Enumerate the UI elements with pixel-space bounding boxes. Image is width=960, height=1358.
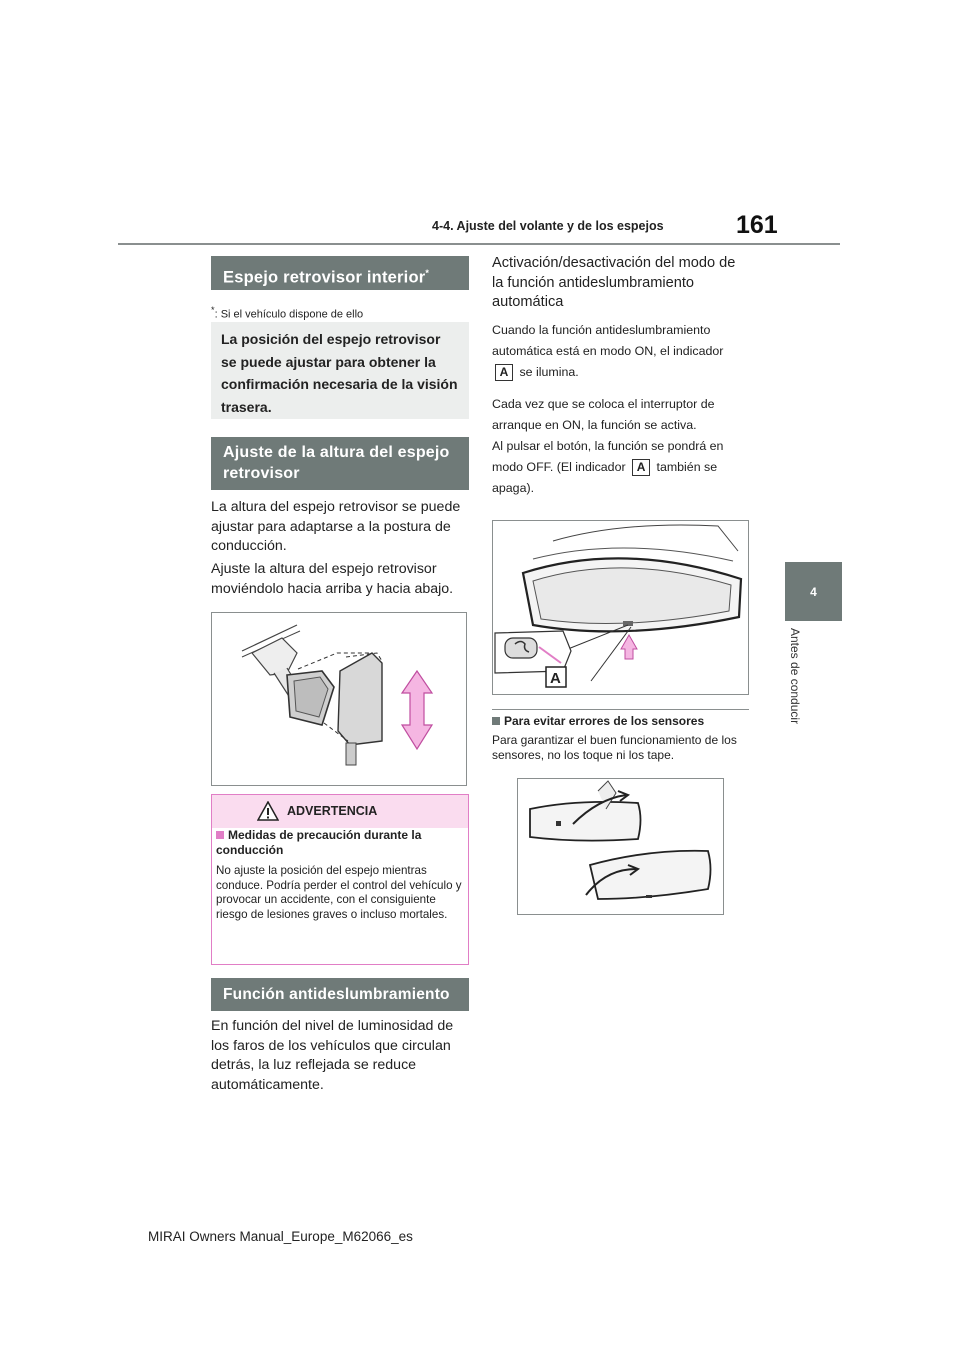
antiglare-mirror-illustration xyxy=(493,521,748,694)
footer-text: MIRAI Owners Manual_Europe_M62066_es xyxy=(148,1229,413,1244)
mirror-height-illustration xyxy=(212,613,466,785)
mirror-height-figure xyxy=(211,612,467,786)
warning-item-title-text: Medidas de precaución durante la conducción xyxy=(216,828,422,857)
warning-item-text: No ajuste la posición del espejo mientras conduce. Podría perder el control del vehículo y provocar un accidente, con el consiguiente riesgo de lesiones graves o incluso mortales. xyxy=(216,864,462,921)
mode-paragraph-3 xyxy=(492,436,742,499)
warning-triangle-icon xyxy=(257,801,279,821)
warning-box xyxy=(211,794,469,965)
sensor-mirror-illustration xyxy=(518,779,723,914)
warning-title: ADVERTENCIA xyxy=(287,804,378,818)
indicator-a-icon: A xyxy=(632,459,650,476)
mode-paragraph-1 xyxy=(492,320,742,383)
height-paragraph-1: La altura del espejo retrovisor se puede ajustar para adaptarse a la postura de conducción. xyxy=(211,499,461,554)
height-paragraph-2: Ajuste la altura del espejo retrovisor moviéndolo hacia arriba y hacia abajo. xyxy=(211,561,454,597)
bullet-square-icon xyxy=(492,717,500,725)
mode-heading: Activación/desactivación del modo de la función antideslumbramiento automática xyxy=(492,255,736,310)
sensor-title-text: Para evitar errores de los sensores xyxy=(504,714,705,728)
height-heading xyxy=(211,437,469,490)
main-heading-mark: * xyxy=(425,268,430,278)
sensor-text: Para garantizar el buen funcionamiento de los sensores, no los toque ni los tape. xyxy=(492,733,737,762)
sensor-figure xyxy=(517,778,724,915)
mode-p3-before: Al pulsar el botón, la función se pondrá en modo OFF. (El indicador xyxy=(492,439,724,474)
intro-box xyxy=(211,322,469,419)
height-heading-text: Ajuste de la altura del espejo retrovisor xyxy=(223,444,450,482)
page-number: 161 xyxy=(736,211,778,239)
callout-a-label: A xyxy=(550,670,561,687)
chapter-label-text: Antes de conducir xyxy=(788,628,802,725)
main-heading-text: Espejo retrovisor interior xyxy=(223,268,426,287)
main-heading xyxy=(211,256,469,290)
footnote-mark: * xyxy=(211,305,215,315)
footnote-text: : Si el vehículo dispone de ello xyxy=(214,308,364,321)
antiglare-heading xyxy=(211,978,469,1011)
warning-header xyxy=(212,795,468,828)
mode-p1-after: se ilumina. xyxy=(519,365,579,379)
mode-p3-after: también se apaga). xyxy=(492,460,718,495)
chapter-tab: 4 xyxy=(785,562,842,621)
footnote xyxy=(211,305,363,321)
chapter-label xyxy=(786,628,804,748)
antiglare-heading-text: Función antideslumbramiento xyxy=(223,986,450,1003)
mode-paragraph-2: Cada vez que se coloca el interruptor de arranque en ON, la función se activa. xyxy=(492,397,715,432)
indicator-a-icon: A xyxy=(495,364,513,381)
divider xyxy=(492,709,749,710)
mode-p1-before: Cuando la función antideslumbramiento automática está en modo ON, el indicador xyxy=(492,323,724,358)
antiglare-button-figure xyxy=(492,520,749,695)
warning-item-title xyxy=(216,828,461,858)
antiglare-paragraph: En función del nivel de luminosidad de los faros de los vehículos que circulan detrás, la luz reflejada se reduce automáticamente. xyxy=(211,1018,454,1093)
bullet-square-icon xyxy=(216,831,224,839)
intro-text: La posición del espejo retrovisor se puede ajustar para obtener la confirmación necesaria de la visión trasera. xyxy=(221,331,458,415)
sensor-title xyxy=(492,714,749,729)
section-title: 4-4. Ajuste del volante y de los espejos xyxy=(432,219,664,233)
header-rule xyxy=(118,243,840,245)
